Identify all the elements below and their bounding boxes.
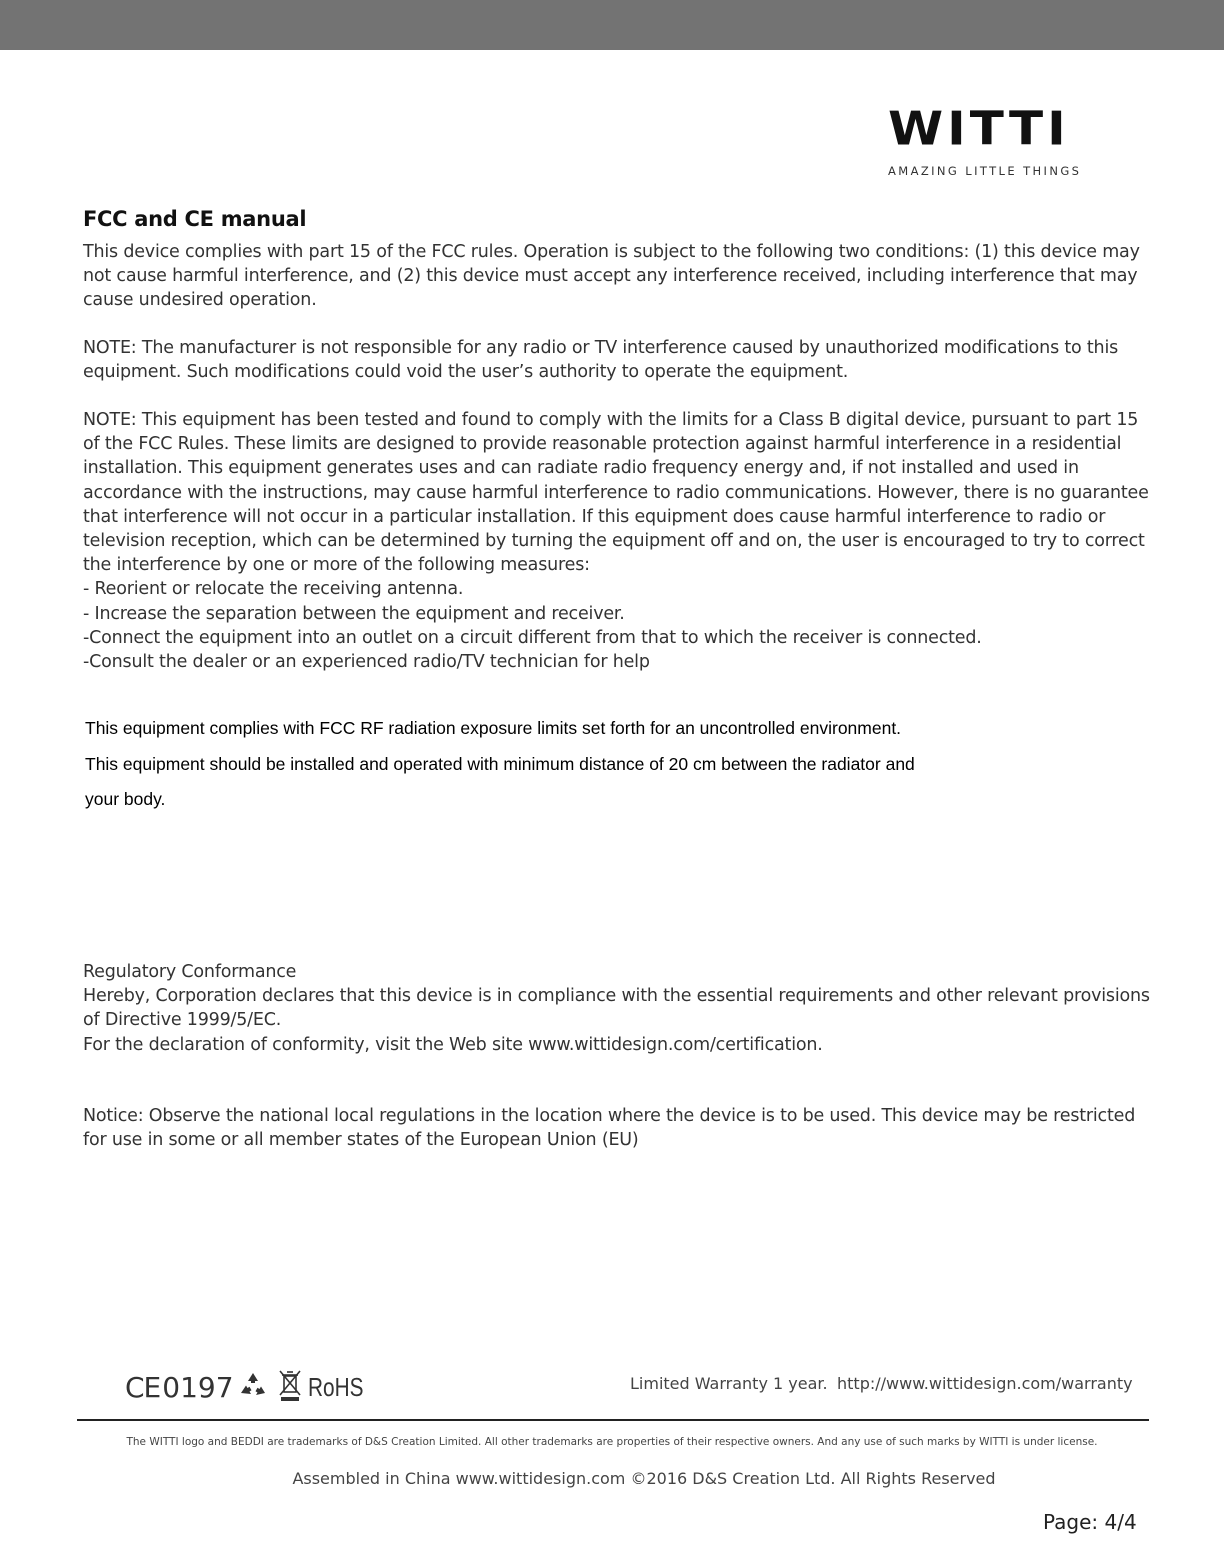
rf-line-1: This equipment complies with FCC RF radiation exposure limits set forth for an uncontrolled environment. — [85, 718, 902, 738]
warranty-text: Limited Warranty 1 year. — [630, 1374, 828, 1393]
notice-text: Notice: Observe the national local regulations in the location where the device is to be used. This device may be restricted for use in some or all member states of the European Union (EU) — [83, 1106, 1136, 1151]
fcc-note-paragraph — [83, 336, 1153, 384]
trademark-notice: The WITTI logo and BEDDI are trademarks of D&S Creation Limited. All other trademarks are properties of their respective owners. And any use of such marks by WITTI is under license. — [126, 1436, 1098, 1448]
measure-item: - Reorient or relocate the receiving antenna. — [83, 579, 464, 600]
recycle-icon — [238, 1370, 268, 1404]
measure-item: -Connect the equipment into an outlet on a circuit different from that to which the receiver is connected. — [83, 627, 982, 648]
brand-name: WITTI — [888, 102, 1070, 156]
fcc-para-1: This device complies with part 15 of the FCC rules. Operation is subject to the following two conditions: (1) this device may not cause harmful interference, and (2) this device must accept any interference received, including interference that may cause undesired operation. — [83, 242, 1140, 311]
eu-notice — [83, 1104, 1153, 1152]
fcc-para-3: NOTE: This equipment has been tested and found to comply with the limits for a Class B digital device, pursuant to part 15 of the FCC Rules. These limits are designed to provide reasonable protection against harmful interference in a residential installation. This equipment generates uses and can radiate radio frequency energy and, if not installed and used in accordance with the instructions, may cause harmful interference to radio communications. However, there is no guarantee that interference will not occur in a particular installation. If this equipment does cause harmful interference to radio or television reception, which can be determined by turning the equipment off and on, the user is encouraged to try to correct the interference by one or more of the following measures: — [83, 410, 1149, 576]
regulatory-text-2: For the declaration of conformity, visit the Web site www.wittidesign.com/certification. — [83, 1034, 823, 1055]
measure-item: -Consult the dealer or an experienced radio/TV technician for help — [83, 652, 650, 673]
measure-item: - Increase the separation between the equipment and receiver. — [83, 603, 625, 624]
brand-tagline: AMAZING LITTLE THINGS — [888, 164, 1082, 178]
ce-number: 0197 — [162, 1370, 234, 1404]
witti-logo — [888, 104, 1120, 178]
page-number: Page: 4/4 — [1043, 1510, 1137, 1534]
certification-marks — [125, 1370, 377, 1404]
fcc-compliance-paragraph — [83, 240, 1153, 313]
weee-bin-icon — [278, 1368, 302, 1406]
fcc-class-b-paragraph — [83, 408, 1153, 674]
fcc-para-2: NOTE: The manufacturer is not responsible for any radio or TV interference caused by unauthorized modifications to this equipment. Such modifications could void the user’s authority to operate the equipment. — [83, 338, 1119, 383]
rohs-mark: RoHS — [307, 1371, 364, 1402]
rf-line-2: This equipment should be installed and operated with minimum distance of 20 cm between the radiator and — [85, 753, 915, 774]
warranty-link[interactable]: http://www.wittidesign.com/warranty — [837, 1374, 1133, 1393]
rf-line-3: your body. — [85, 789, 166, 809]
footer-divider — [77, 1419, 1149, 1421]
assembly-notice: Assembled in China www.wittidesign.com ©2016 D&S Creation Ltd. All Rights Reserved — [292, 1469, 996, 1488]
ce-mark: CE — [125, 1370, 161, 1404]
rf-exposure-statement — [85, 711, 1085, 818]
top-bar — [0, 0, 1224, 50]
regulatory-section — [83, 960, 1153, 1057]
page-title: FCC and CE manual — [83, 207, 307, 231]
regulatory-text-1: Hereby, Corporation declares that this device is in compliance with the essential requirements and other relevant provisions of Directive 1999/5/EC. — [83, 986, 1150, 1031]
regulatory-heading: Regulatory Conformance — [83, 962, 297, 982]
